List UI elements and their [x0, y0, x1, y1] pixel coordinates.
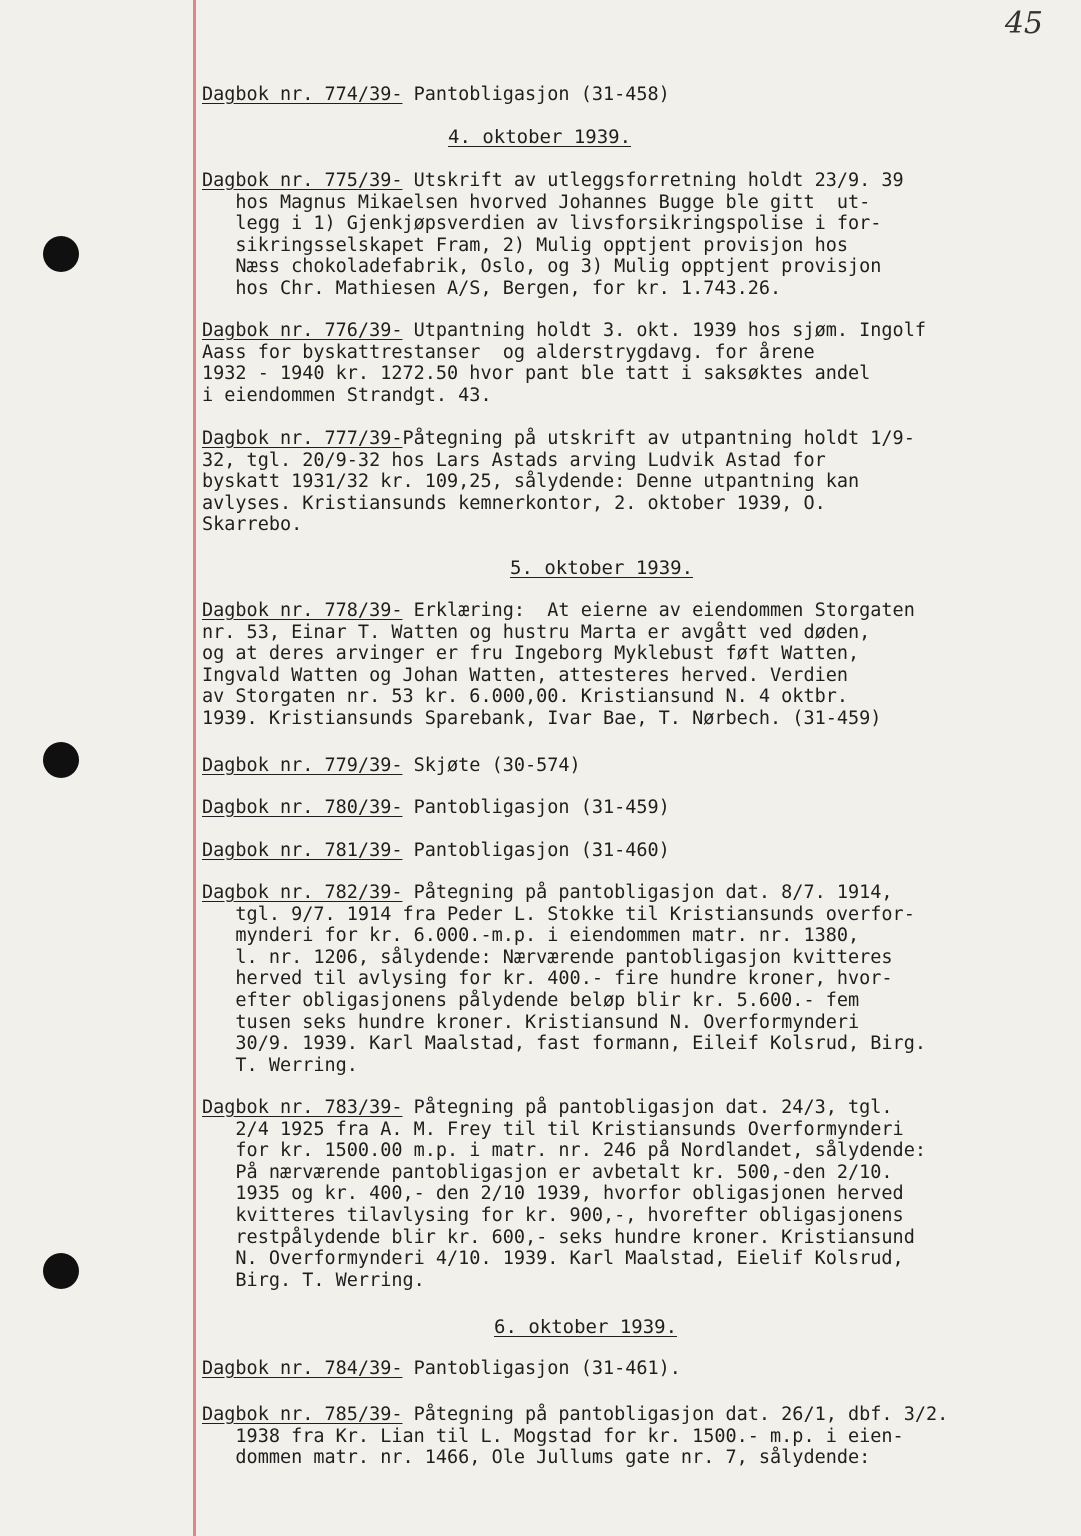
punch-hole-icon [43, 742, 79, 778]
dagbok-entry [202, 170, 1060, 300]
entry-line: dommen matr. nr. 1466, Ole Jullums gate nr. 7, sålydende: [202, 1447, 871, 1469]
entry-line: 1935 og kr. 400,- den 2/10 1939, hvorfor obligasjonen herved [202, 1183, 904, 1205]
entry-line: Påtegning på pantobligasjon dat. 8/7. 1914, [402, 882, 893, 903]
entry-label: Dagbok nr. 775/39- [202, 170, 403, 191]
entry-label: Dagbok nr. 781/39- [202, 840, 403, 861]
entry-line: legg i 1) Gjenkjøpsverdien av livsforsikringspolise i for- [202, 213, 882, 235]
entry-line: Skjøte (30-574) [402, 755, 581, 776]
entry-line: Påtegning på pantobligasjon dat. 26/1, dbf. 3/2. [402, 1404, 949, 1425]
punch-hole-icon [43, 1253, 79, 1289]
dagbok-entry [202, 755, 1060, 777]
entry-line: Skarrebo. [202, 514, 303, 536]
entry-line: Pantobligasjon (31-460) [402, 840, 670, 861]
entry-line: og at deres arvinger er fru Ingeborg Myklebust føft Watten, [202, 643, 860, 665]
entry-line: 1938 fra Kr. Lian til L. Mogstad for kr. 1500.- m.p. i eien- [202, 1425, 904, 1447]
entry-line: Pantobligasjon (31-459) [402, 797, 670, 818]
entry-line: Utskrift av utleggsforretning holdt 23/9. 39 [402, 170, 904, 191]
dagbok-entry [202, 1097, 1060, 1291]
margin-line [193, 0, 196, 1536]
entry-line: Pantobligasjon (31-461). [402, 1358, 681, 1379]
entry-line: kvitteres tilavlysing for kr. 900,-, hvorefter obligasjonens [202, 1204, 904, 1226]
entry-line: tgl. 9/7. 1914 fra Peder L. Stokke til Kristiansunds overfor- [202, 903, 915, 925]
entry-line: byskatt 1931/32 kr. 109,25, sålydende: Denne utpantning kan [202, 471, 860, 493]
entry-line: 1932 - 1940 kr. 1272.50 hvor pant ble tatt i saksøktes andel [202, 363, 871, 385]
dagbok-entry [202, 320, 1060, 406]
entry-line: Utpantning holdt 3. okt. 1939 hos sjøm. Ingolf [402, 320, 926, 341]
entry-line: Påtegning på pantobligasjon dat. 24/3, tgl. [402, 1097, 893, 1118]
entry-line: 32, tgl. 20/9-32 hos Lars Astads arving Ludvik Astad for [202, 449, 826, 471]
entry-line: restpålydende blir kr. 600,- seks hundre kroner. Kristiansund [202, 1226, 915, 1248]
entry-line: 30/9. 1939. Karl Maalstad, fast formann, Eileif Kolsrud, Birg. [202, 1033, 926, 1055]
entry-line: 2/4 1925 fra A. M. Frey til til Kristiansunds Overformynderi [202, 1118, 904, 1140]
entry-label: Dagbok nr. 780/39- [202, 797, 403, 818]
entry-label: Dagbok nr. 785/39- [202, 1404, 403, 1425]
entry-line: N. Overformynderi 4/10. 1939. Karl Maalstad, Eielif Kolsrud, [202, 1248, 904, 1270]
entry-label: Dagbok nr. 776/39- [202, 320, 403, 341]
dagbok-entry [202, 1358, 1060, 1380]
entry-line: Erklæring: At eierne av eiendommen Storgaten [402, 600, 915, 621]
entry-label: Dagbok nr. 783/39- [202, 1097, 403, 1118]
dagbok-entry [202, 1404, 1060, 1469]
entry-line: l. nr. 1206, sålydende: Nærværende pantobligasjon kvitteres [202, 946, 893, 968]
entry-line: herved til avlysing for kr. 400.- fire hundre kroner, hvor- [202, 968, 893, 990]
entry-label: Dagbok nr. 778/39- [202, 600, 403, 621]
entry-label: Dagbok nr. 774/39- [202, 84, 403, 105]
dagbok-entry [202, 797, 1060, 819]
date-heading: 4. oktober 1939. [448, 126, 632, 148]
entry-line: hos Magnus Mikaelsen hvorved Johannes Bugge ble gitt ut- [202, 191, 871, 213]
entry-label: Dagbok nr. 779/39- [202, 755, 403, 776]
entry-line: i eiendommen Strandgt. 43. [202, 384, 492, 406]
entry-label: Dagbok nr. 784/39- [202, 1358, 403, 1379]
entry-line: 1939. Kristiansunds Sparebank, Ivar Bae, T. Nørbech. (31-459) [202, 707, 882, 729]
date-heading: 6. oktober 1939. [494, 1316, 678, 1338]
entry-line: avlyses. Kristiansunds kemnerkontor, 2. oktober 1939, O. [202, 492, 826, 514]
dagbok-entry [202, 428, 1060, 536]
dagbok-entry [202, 600, 1060, 730]
entry-label: Dagbok nr. 777/39- [202, 428, 403, 449]
entry-line: Ingvald Watten og Johan Watten, attesteres herved. Verdien [202, 664, 849, 686]
entry-line: av Storgaten nr. 53 kr. 6.000,00. Kristiansund N. 4 oktbr. [202, 686, 849, 708]
entry-line: hos Chr. Mathiesen A/S, Bergen, for kr. 1.743.26. [202, 277, 782, 299]
entry-line: tusen seks hundre kroner. Kristiansund N. Overformynderi [202, 1011, 860, 1033]
entry-line: På nærværende pantobligasjon er avbetalt kr. 500,-den 2/10. [202, 1161, 893, 1183]
entry-line: for kr. 1500.00 m.p. i matr. nr. 246 på Nordlandet, sålydende: [202, 1140, 926, 1162]
entry-line: sikringsselskapet Fram, 2) Mulig opptjent provisjon hos [202, 234, 849, 256]
entry-line: efter obligasjonens pålydende beløp blir kr. 5.600.- fem [202, 989, 860, 1011]
dagbok-entry [202, 84, 1060, 106]
entry-line: Næss chokoladefabrik, Oslo, og 3) Mulig opptjent provisjon [202, 256, 882, 278]
entry-line: T. Werring. [202, 1054, 358, 1076]
dagbok-entry [202, 882, 1060, 1076]
entry-line: Pantobligasjon (31-458) [402, 84, 670, 105]
entry-label: Dagbok nr. 782/39- [202, 882, 403, 903]
entry-line: Aass for byskattrestanser og alderstrygdavg. for årene [202, 341, 815, 363]
entry-line: mynderi for kr. 6.000.-m.p. i eiendommen matr. nr. 1380, [202, 925, 860, 947]
entry-line: Birg. T. Werring. [202, 1269, 425, 1291]
entry-line: Påtegning på utskrift av utpantning holdt 1/9- [402, 428, 915, 449]
date-heading: 5. oktober 1939. [510, 557, 694, 579]
dagbok-entry [202, 840, 1060, 862]
punch-hole-icon [43, 236, 79, 272]
entry-line: nr. 53, Einar T. Watten og hustru Marta er avgått ved døden, [202, 621, 871, 643]
page-number: 45 [1004, 6, 1043, 41]
